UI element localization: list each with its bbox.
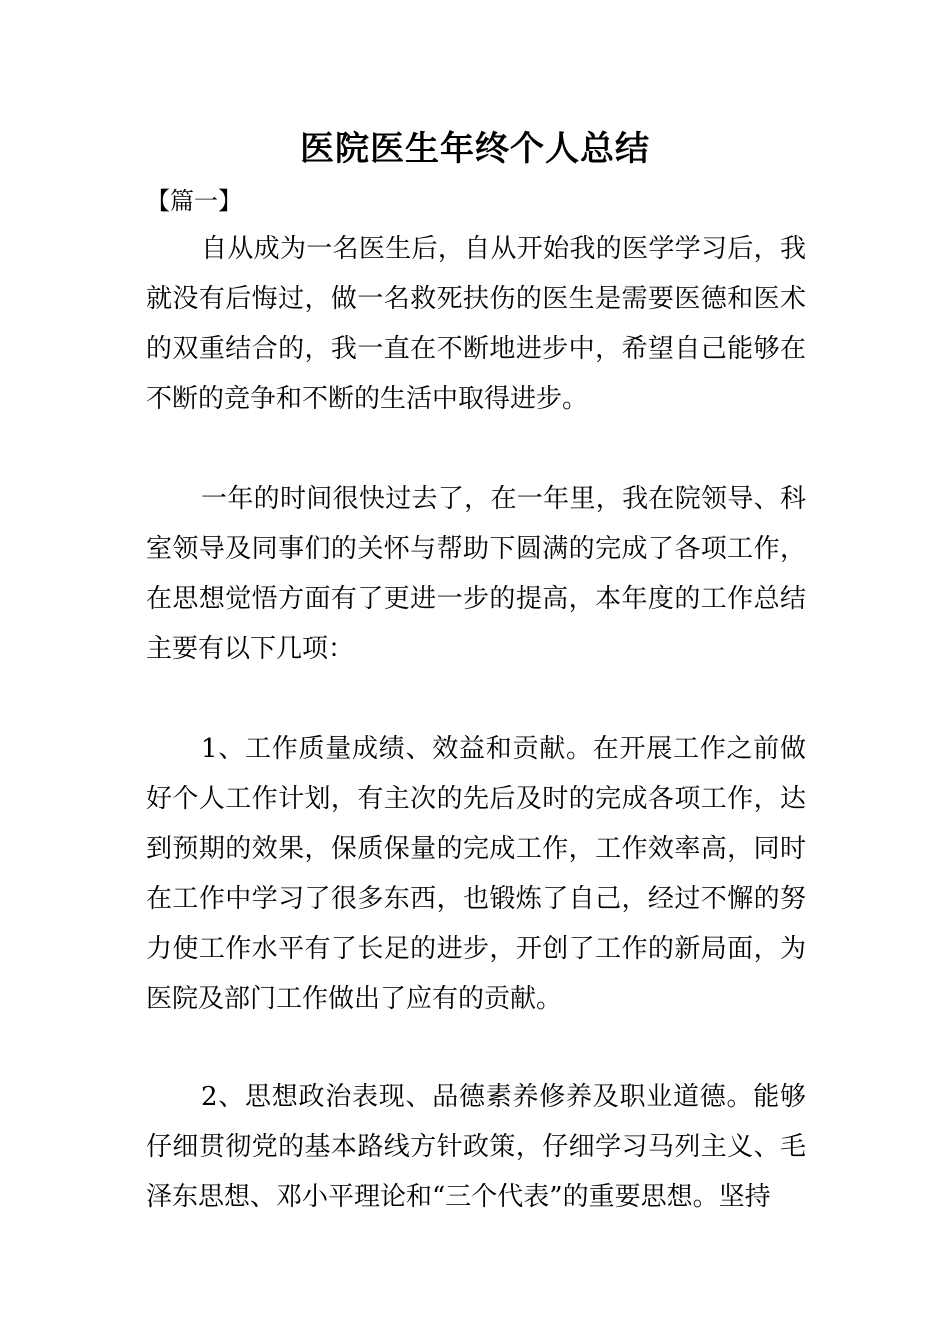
section-heading: 【篇一】: [146, 187, 242, 215]
paragraph-intro: 自从成为一名医生后，自从开始我的医学学习后，我就没有后悔过，做一名救死扶伤的医生是需要医德和医术的双重结合的，我一直在不断地进步中，希望自己能够在不断的竞争和不断的生活中取得进步。: [146, 234, 806, 414]
paragraph-item-2: 2、思想政治表现、品德素养修养及职业道德。能够仔细贯彻党的基本路线方针政策，仔细学习马列主义、毛泽东思想、邓小平理论和“三个代表”的重要思想。坚持: [146, 1082, 806, 1212]
paragraph-overview: 一年的时间很快过去了，在一年里，我在院领导、科室领导及同事们的关怀与帮助下圆满的完成了各项工作，在思想觉悟方面有了更进一步的提高，本年度的工作总结主要有以下几项：: [146, 484, 806, 664]
document-title: 医院医生年终个人总结: [300, 129, 650, 169]
paragraph-item-1: 1、工作质量成绩、效益和贡献。在开展工作之前做好个人工作计划，有主次的先后及时的完成各项工作，达到预期的效果，保质保量的完成工作，工作效率高，同时在工作中学习了很多东西，也锻炼了自己，经过不懈的努力使工作水平有了长足的进步，开创了工作的新局面，为医院及部门工作做出了应有的贡献。: [146, 734, 806, 1014]
